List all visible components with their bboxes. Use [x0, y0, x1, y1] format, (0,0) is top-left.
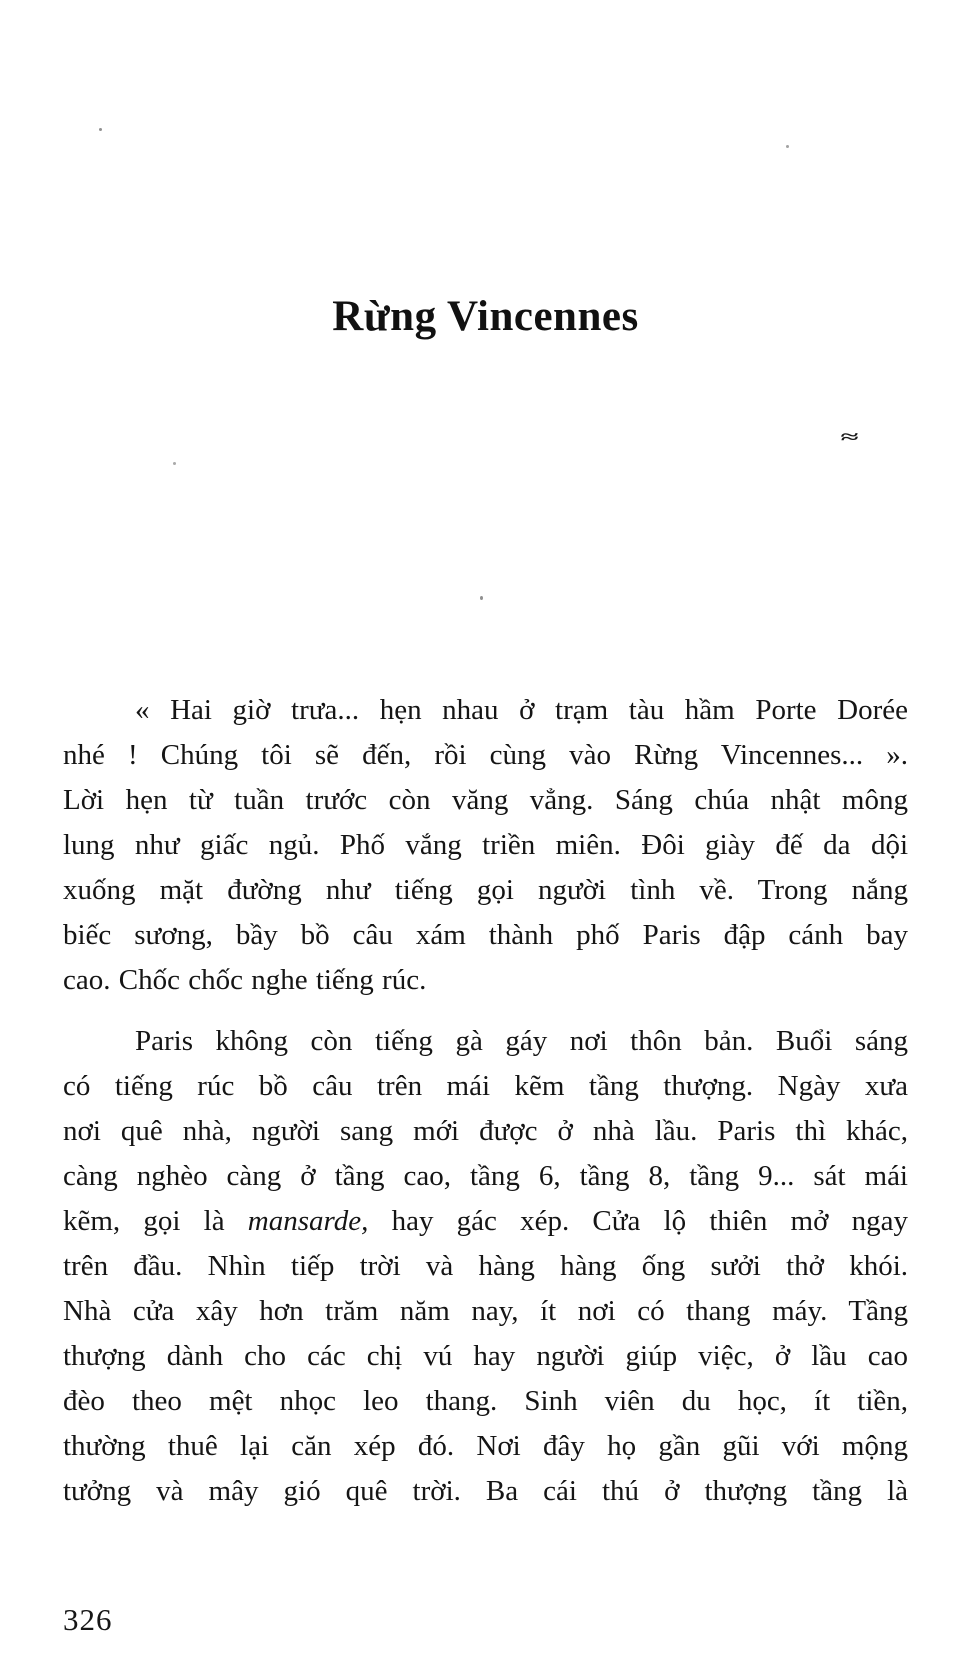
text-line: cao. Chốc chốc nghe tiếng rúc. — [63, 964, 427, 996]
chapter-title: Rừng Vincennes — [332, 293, 639, 340]
scan-speck — [99, 128, 102, 131]
text-line: « Hai giờ trưa... hẹn nhau ở trạm tàu hầm Porte Dorée — [135, 694, 908, 726]
text-line: lung như giấc ngủ. Phố vắng triền miên. Đôi giày đế da dội — [63, 829, 908, 861]
text-line: thượng dành cho các chị vú hay người giúp việc, ở lầu cao — [63, 1340, 908, 1372]
text-line: có tiếng rúc bồ câu trên mái kẽm tầng thượng. Ngày xưa — [63, 1070, 908, 1102]
paragraph — [63, 1019, 908, 1514]
scan-speck — [786, 145, 789, 148]
text-line: xuống mặt đường như tiếng gọi người tình về. Trong nắng — [63, 874, 908, 906]
paragraph — [63, 688, 908, 1003]
text-line: thường thuê lại căn xép đó. Nơi đây họ gần gũi với mộng — [63, 1430, 908, 1462]
text-line: Paris không còn tiếng gà gáy nơi thôn bản. Buổi sáng — [135, 1025, 908, 1057]
text-line: đèo theo mệt nhọc leo thang. Sinh viên du học, ít tiền, — [63, 1385, 908, 1417]
text-line: Lời hẹn từ tuần trước còn văng vẳng. Sáng chúa nhật mông — [63, 784, 908, 816]
text-line: nơi quê nhà, người sang mới được ở nhà lầu. Paris thì khác, — [63, 1115, 908, 1147]
text-line: Nhà cửa xây hơn trăm năm nay, ít nơi có thang máy. Tầng — [63, 1295, 908, 1327]
text-line: càng nghèo càng ở tầng cao, tầng 6, tầng 8, tầng 9... sát mái — [63, 1160, 908, 1192]
scan-speck — [480, 596, 483, 600]
text-line: kẽm, gọi là mansarde, hay gác xép. Cửa lộ thiên mở ngay — [63, 1205, 908, 1237]
scan-speck — [173, 462, 176, 465]
page-number: 326 — [63, 1602, 113, 1637]
body-text — [63, 688, 908, 1530]
text-line: tưởng và mây gió quê trời. Ba cái thú ở thượng tầng là — [63, 1475, 908, 1507]
text-line: trên đầu. Nhìn tiếp trời và hàng hàng ống sưởi thở khói. — [63, 1250, 908, 1282]
text-line: nhé ! Chúng tôi sẽ đến, rồi cùng vào Rừng Vincennes... ». — [63, 739, 908, 771]
scan-smudge-mark: ≈ — [839, 426, 857, 447]
text-line: biếc sương, bầy bồ câu xám thành phố Paris đập cánh bay — [63, 919, 908, 951]
